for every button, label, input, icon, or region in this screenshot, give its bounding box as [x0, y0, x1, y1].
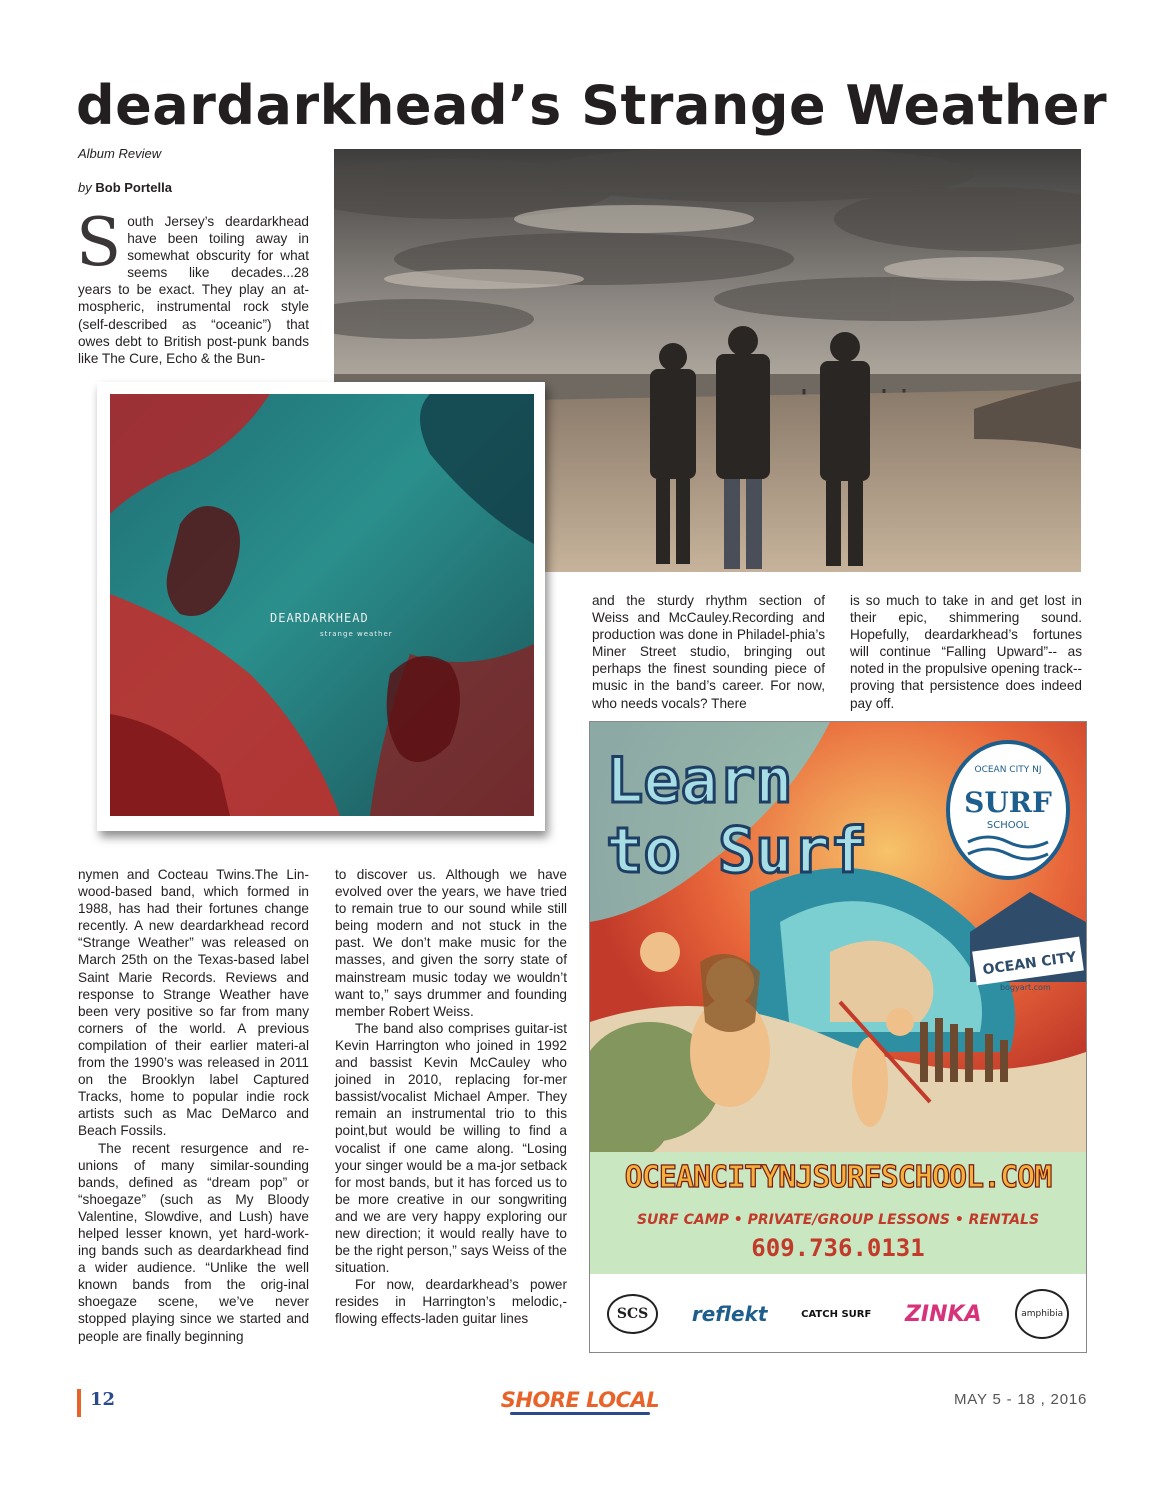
sponsor-logo-reflekt: reflekt: [691, 1302, 768, 1326]
album-art-image: [110, 394, 534, 816]
article-column-3: and the sturdy rhythm section of Weiss and McCauley.Recording and production was done in Philadel-phia’s Miner Street studio, bringing out perhaps the finest sounding piece of music in the band’s career. For now, who needs vocals? There: [592, 593, 825, 711]
ad-phone[interactable]: 609.736.0131: [751, 1234, 925, 1262]
sponsor-logo-scs: SCS: [607, 1294, 658, 1334]
publication-logo: [500, 1388, 660, 1415]
ad-headline-line2: to Surf: [606, 814, 868, 887]
album-title: strange weather: [320, 630, 393, 638]
sponsor-logo-catch-surf: CATCH SURF: [801, 1308, 872, 1320]
ad-tent-brand: OCEAN CITY: [981, 949, 1078, 979]
ad-badge-top: OCEAN CITY NJ: [974, 765, 1042, 775]
paragraph: nymen and Cocteau Twins.The Lin-wood-based band, which formed in 1988, has had their fortunes change recently. A new deardarkhead record “Strange Weather” was released on March 25th on the Texas-based label Saint Marie Records. Reviews and response to Strange Weather have been very positive so far from many corners of the world. A previous compilation of their earlier materi-al from the 1990’s was released in 2011 on the Brooklyn label Captured Tracks, home to popular indie rock artists such as Mac DeMarco and Beach Fossils.: [78, 867, 309, 1139]
ad-website-url[interactable]: OCEANCITYNJSURFSCHOOL.COM: [624, 1160, 1052, 1195]
article-kicker: Album Review: [78, 146, 162, 161]
paragraph: The band also comprises guitar-ist Kevin Harrington who joined in 1992 and bassist Kevin McCauley who joined in 2010, replacing for-mer bassist/vocalist Michael Amper. They remain an instrumental trio to this point,but would be willing to find a vocalist if one came along. “Losing your singer would be a ma-jor setback for most bands, but it has forced us to be more creative in our songwriting and we are very happy exploring our new direction; it would really have to be the right person,” says Weiss of the situation.: [335, 1020, 567, 1276]
sponsor-logo-amphibia: amphibia: [1015, 1289, 1069, 1339]
page-number: 12: [90, 1389, 116, 1410]
drop-cap: S: [76, 204, 122, 281]
article-column-4: is so much to take in and get lost in their epic, shimmering sound. Hopefully, deardarkhead’s fortunes will continue “Falling Upward”-- as noted in the propulsive opening track-- proving that persistence does indeed pay off.: [850, 593, 1082, 711]
publication-name: SHORE LOCAL: [500, 1388, 660, 1412]
ad-sponsor-logos: [590, 1284, 1086, 1344]
sponsor-logo-zinka: ZINKA: [904, 1301, 982, 1327]
album-band-name: DEARDARKHEAD: [270, 611, 369, 625]
ad-artist-credit: bogyart.com: [1000, 983, 1051, 992]
intro-paragraph: outh Jersey’s deardarkhead have been toiling away in somewhat obscurity for what seems like decades...28 years to be exact. They play an at-mospheric, instrumental rock style (self-described as “oceanic”) that owes debt to British post-punk bands like The Cure, Echo & the Bun-: [78, 214, 309, 366]
paragraph: The recent resurgence and re-unions of many similar-sounding bands, defined as “dream pop” or “shoegaze” (such as My Bloody Valentine, Slowdive, and Lush) have helped lesser known, yet hard-work-ing bands such as deardarkhead find a wider audience. “Unlike the well known bands from the orig-inal shoegaze scene, we’ve never stopped playing since we started and people are finally beginning: [78, 1140, 309, 1344]
byline-prefix: by: [78, 180, 92, 195]
ad-headline-line1: Learn: [606, 744, 793, 817]
album-cover: [110, 394, 534, 816]
article-byline: [78, 180, 172, 195]
logo-swoosh-icon: [510, 1412, 650, 1415]
article-headline: deardarkhead’s Strange Weather: [76, 74, 1108, 137]
ad-services: SURF CAMP • PRIVATE/GROUP LESSONS • RENTALS: [636, 1212, 1040, 1228]
surf-school-advertisement[interactable]: [589, 721, 1087, 1353]
article-column-1-intro: [76, 204, 309, 367]
ad-badge-sub: SCHOOL: [986, 820, 1030, 831]
article-column-2: [335, 866, 567, 1328]
article-column-1: [78, 866, 309, 1345]
byline-author: Bob Portella: [95, 180, 172, 195]
issue-date: MAY 5 - 18 , 2016: [954, 1391, 1088, 1408]
footer-accent-bar: [77, 1389, 81, 1417]
paragraph: For now, deardarkhead’s power resides in Harrington’s melodic,-flowing effects-laden guitar lines: [335, 1277, 567, 1327]
ad-badge-main: SURF: [964, 786, 1052, 819]
paragraph: to discover us. Although we have evolved over the years, we have tried to remain true to our sound while still being modern and not stuck in the past. We don’t make music for the masses, and given the sorry state of mainstream music today we wouldn’t want to,” says drummer and founding member Robert Weiss.: [335, 867, 567, 1019]
